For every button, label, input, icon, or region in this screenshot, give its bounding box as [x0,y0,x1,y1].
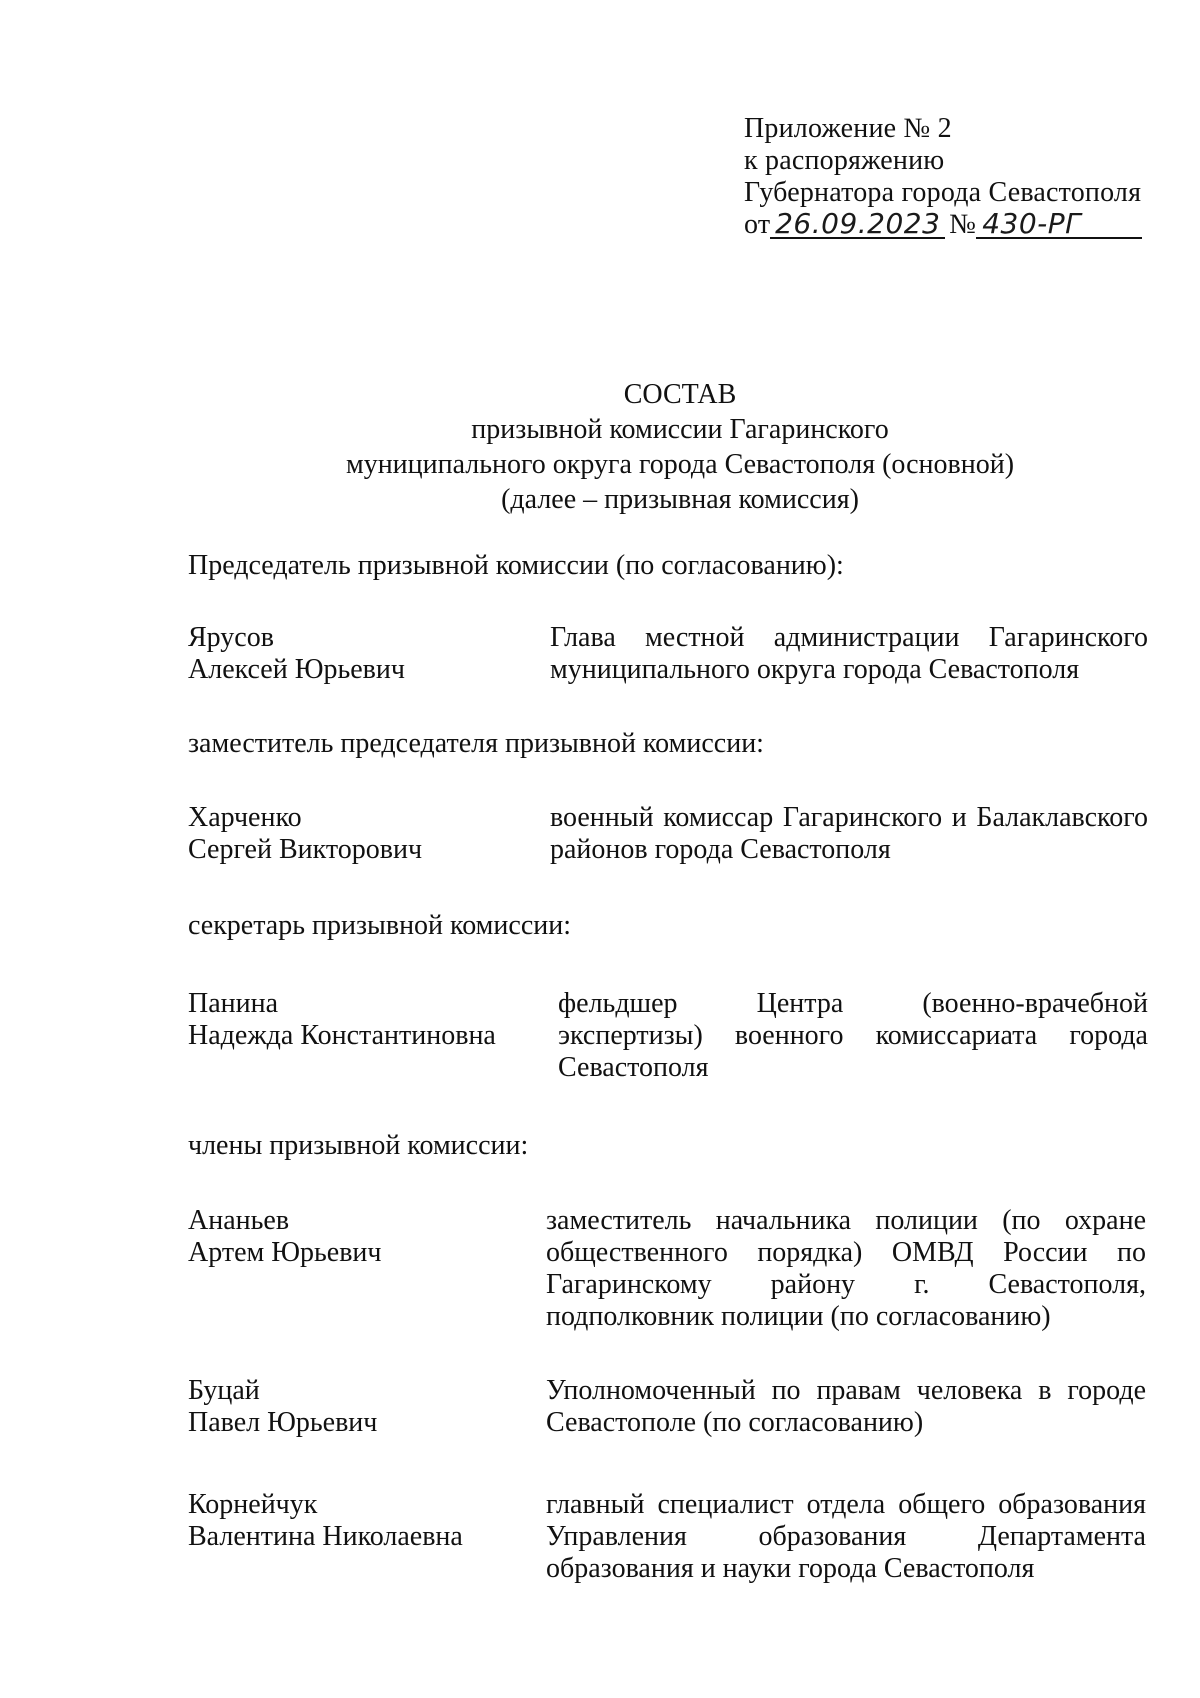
member-name [188,1205,548,1269]
member-name [188,988,548,1052]
member-role: фельдшер Центра (военно-врачебной экспертизы) военного комиссариата города Севастополя [558,988,1148,1083]
title-line-2: муниципального округа города Севастополя (основной) [345,449,1015,480]
appendix-reference: к распоряжению [744,145,945,176]
date-prefix: от [744,209,771,240]
member-given-name: Алексей Юрьевич [188,654,405,685]
member-surname: Панина [188,988,279,1019]
member-given-name: Сергей Викторович [188,834,423,865]
member-name [188,1489,548,1553]
member-role: Уполномоченный по правам человека в городе Севастополе (по согласованию) [546,1375,1146,1438]
member-given-name: Валентина Николаевна [188,1521,463,1552]
member-role: главный специалист отдела общего образования Управления образования Департамента образования и науки города Севастополя [546,1489,1146,1584]
handwritten-date: 26.09.2023 [770,211,945,239]
member-given-name: Надежда Константиновна [188,1020,496,1051]
member-name [188,802,548,866]
member-surname: Ярусов [188,622,274,653]
member-surname: Харченко [188,802,302,833]
title-line-3: (далее – призывная комиссия) [501,484,859,515]
member-role: военный комиссар Гагаринского и Балаклавского районов города Севастополя [550,802,1148,865]
title-line-1: призывной комиссии Гагаринского [471,414,889,445]
member-name [188,622,548,686]
member-surname: Корнейчук [188,1489,318,1520]
title-heading: СОСТАВ [623,379,737,410]
section-secretary: секретарь призывной комиссии: [188,910,571,941]
appendix-block [744,113,1164,241]
appendix-date-line [744,209,1164,241]
member-given-name: Павел Юрьевич [188,1407,378,1438]
document-title [0,377,1200,517]
section-deputy: заместитель председателя призывной комиссии: [188,728,764,759]
member-surname: Ананьев [188,1205,290,1236]
section-chairman: Председатель призывной комиссии (по согласованию): [188,550,844,581]
section-members: члены призывной комиссии: [188,1130,529,1161]
appendix-issuer: Губернатора города Севастополя [744,177,1142,208]
handwritten-number: 430-РГ [976,211,1142,239]
member-role: Глава местной администрации Гагаринского муниципального округа города Севастополя [550,622,1148,685]
member-name [188,1375,548,1439]
member-role: заместитель начальника полиции (по охране общественного порядка) ОМВД России по Гагаринскому району г. Севастополя, подполковник полиции (по согласованию) [546,1205,1146,1332]
appendix-title: Приложение № 2 [744,113,952,144]
member-given-name: Артем Юрьевич [188,1237,382,1268]
member-surname: Буцай [188,1375,260,1406]
number-prefix: № [949,209,977,240]
